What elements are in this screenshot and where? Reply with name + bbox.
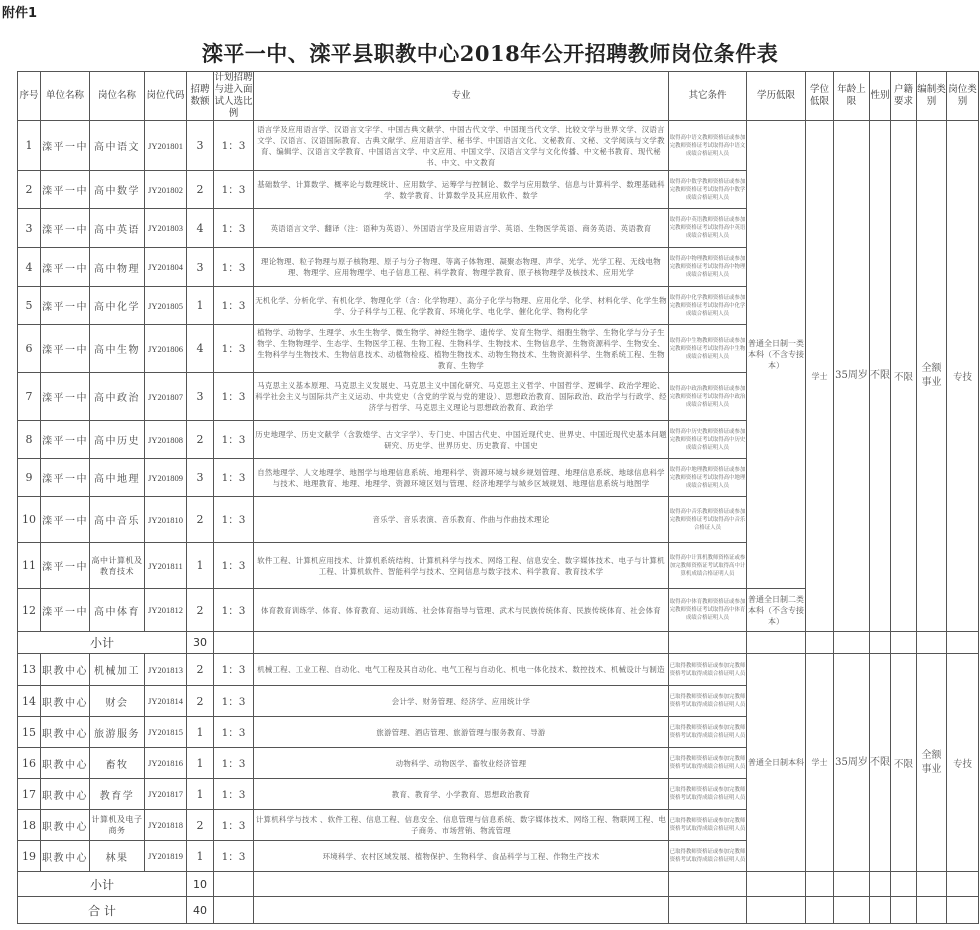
row-other-conditions: 取得高中体育教师资格证或参加完教师资格证考试取得高中体育成绩合格证明人员: [669, 589, 747, 632]
empty-cell: [669, 897, 747, 924]
row-position-code: JY201811: [145, 543, 187, 589]
row-position-name: 畜牧: [90, 748, 145, 779]
row-quota: 1: [187, 748, 214, 779]
empty-cell: [947, 897, 979, 924]
row-position-name: 高中语文: [90, 121, 145, 171]
subtotal-row: [18, 872, 979, 897]
row-unit: 职教中心: [41, 841, 90, 872]
row-ratio: 1：3: [214, 654, 254, 686]
empty-cell: [214, 897, 254, 924]
row-position-name: 高中数学: [90, 171, 145, 209]
row-major: 计算机科学与技术 、软件工程、信息工程、信息安全、信息管理与信息系统、数字媒体技术、网络工程、物联网工程、电子商务、市场营销、物流管理: [254, 810, 669, 841]
row-quota: 2: [187, 589, 214, 632]
row-position-code: JY201806: [145, 325, 187, 373]
education-requirement-b: 普通全日制二类本科（不含专接本）: [747, 589, 806, 632]
post-type: 专技: [947, 654, 979, 872]
row-unit: 滦平一中: [41, 209, 90, 248]
row-major: 环境科学、农村区域发展、植物保护、生物科学、食品科学与工程、作物生产技术: [254, 841, 669, 872]
row-ratio: 1：3: [214, 171, 254, 209]
row-position-name: 高中物理: [90, 248, 145, 287]
empty-cell: [891, 632, 917, 654]
row-quota: 2: [187, 171, 214, 209]
row-position-name: 高中政治: [90, 373, 145, 421]
row-ratio: 1：3: [214, 748, 254, 779]
row-ratio: 1：3: [214, 810, 254, 841]
row-major: 软件工程、计算机应用技术、计算机系统结构、计算机科学与技术、网络工程、信息安全、数字媒体技术、电子与计算机工程、计算机软件、智能科学与技术、空间信息与数字技术、科学教育、教育技术学: [254, 543, 669, 589]
row-position-name: 高中英语: [90, 209, 145, 248]
row-quota: 1: [187, 543, 214, 589]
row-seq: 11: [18, 543, 41, 589]
row-unit: 滦平一中: [41, 248, 90, 287]
row-seq: 15: [18, 717, 41, 748]
table-row: [18, 654, 979, 686]
header-staffing: 编制类别: [917, 72, 947, 121]
row-ratio: 1：3: [214, 497, 254, 543]
row-seq: 19: [18, 841, 41, 872]
row-other-conditions: 取得高中地理教师资格证或参加完教师资格证考试取得高中地理成绩合格证明人员: [669, 459, 747, 497]
row-position-name: 财会: [90, 686, 145, 717]
row-position-name: 林果: [90, 841, 145, 872]
row-major: 体育教育训练学、体育、体育教育、运动训练、社会体育指导与管理、武术与民族传统体育、民族传统体育、社会体育: [254, 589, 669, 632]
row-position-name: 高中计算机及教育技术: [90, 543, 145, 589]
row-major: 动物科学、动物医学、畜牧业经济管理: [254, 748, 669, 779]
row-ratio: 1：3: [214, 121, 254, 171]
row-other-conditions: 取得高中英语教师资格证或参加完教师资格证考试取得高中英语成绩合格证明人员: [669, 209, 747, 248]
total-row: [18, 897, 979, 924]
age-limit: 35周岁: [834, 121, 870, 632]
subtotal-value: 30: [187, 632, 214, 654]
header-major: 专业: [254, 72, 669, 121]
subtotal-label: 小计: [18, 632, 187, 654]
row-seq: 7: [18, 373, 41, 421]
total-label: 合 计: [18, 897, 187, 924]
row-other-conditions: 取得高中数学教师资格证或参加完教师资格证考试取得高中数学成绩合格证明人员: [669, 171, 747, 209]
hukou-requirement: 不限: [891, 654, 917, 872]
row-seq: 2: [18, 171, 41, 209]
staffing-type: 全额事业: [917, 654, 947, 872]
subtotal-label: 小计: [18, 872, 187, 897]
row-major: 基础数学、计算数学、概率论与数理统计、应用数学、运筹学与控制论、数学与应用数学、信息与计算科学、数理基础科学、数学教育、计算数学及其应用软件、数学: [254, 171, 669, 209]
row-position-code: JY201808: [145, 421, 187, 459]
row-seq: 13: [18, 654, 41, 686]
row-unit: 滦平一中: [41, 589, 90, 632]
row-major: 会计学、财务管理、经济学、应用统计学: [254, 686, 669, 717]
row-unit: 职教中心: [41, 686, 90, 717]
row-unit: 职教中心: [41, 810, 90, 841]
row-position-code: JY201810: [145, 497, 187, 543]
header-unit: 单位名称: [41, 72, 90, 121]
row-ratio: 1：3: [214, 841, 254, 872]
age-limit: 35周岁: [834, 654, 870, 872]
empty-cell: [891, 897, 917, 924]
row-seq: 4: [18, 248, 41, 287]
hukou-requirement: 不限: [891, 121, 917, 632]
row-unit: 职教中心: [41, 748, 90, 779]
row-position-name: 高中地理: [90, 459, 145, 497]
row-ratio: 1：3: [214, 373, 254, 421]
empty-cell: [891, 872, 917, 897]
row-quota: 4: [187, 325, 214, 373]
row-other-conditions: 取得高中计算机教师资格证或参加完教师资格证考试取得高中计算机成绩合格证明人员: [669, 543, 747, 589]
row-position-code: JY201802: [145, 171, 187, 209]
header-education: 学历低限: [747, 72, 806, 121]
row-other-conditions: 取得高中生物教师资格证或参加完教师资格证考试取得高中生物成绩合格证明人员: [669, 325, 747, 373]
row-position-name: 教育学: [90, 779, 145, 810]
row-other-conditions: 取得高中历史教师资格证或参加完教师资格证考试取得高中历史成绩合格证明人员: [669, 421, 747, 459]
row-seq: 12: [18, 589, 41, 632]
row-ratio: 1：3: [214, 287, 254, 325]
row-seq: 9: [18, 459, 41, 497]
degree-requirement: 学士: [806, 121, 834, 632]
empty-cell: [806, 897, 834, 924]
row-seq: 3: [18, 209, 41, 248]
row-position-code: JY201812: [145, 589, 187, 632]
header-position-name: 岗位名称: [90, 72, 145, 121]
empty-cell: [870, 632, 891, 654]
row-unit: 滦平一中: [41, 459, 90, 497]
row-position-code: JY201816: [145, 748, 187, 779]
row-major: 机械工程、工业工程、自动化、电气工程及其自动化、电气工程与自动化、机电一体化技术、数控技术、机械设计与制造: [254, 654, 669, 686]
empty-cell: [947, 632, 979, 654]
empty-cell: [254, 872, 669, 897]
empty-cell: [870, 872, 891, 897]
row-position-code: JY201815: [145, 717, 187, 748]
row-unit: 滦平一中: [41, 121, 90, 171]
row-quota: 1: [187, 779, 214, 810]
row-position-code: JY201813: [145, 654, 187, 686]
row-quota: 2: [187, 686, 214, 717]
header-seq: 序号: [18, 72, 41, 121]
empty-cell: [870, 897, 891, 924]
row-ratio: 1：3: [214, 248, 254, 287]
header-age: 年龄上限: [834, 72, 870, 121]
row-position-code: JY201809: [145, 459, 187, 497]
empty-cell: [834, 872, 870, 897]
row-position-name: 旅游服务: [90, 717, 145, 748]
row-seq: 18: [18, 810, 41, 841]
education-requirement: 普通全日制本科: [747, 654, 806, 872]
row-quota: 4: [187, 209, 214, 248]
row-quota: 3: [187, 248, 214, 287]
attachment-label: 附件1: [2, 6, 38, 21]
row-other-conditions: 已取得教师资格证或参加完教师资格考试取得成绩合格证明人员: [669, 810, 747, 841]
header-quota: 招聘数额: [187, 72, 214, 121]
empty-cell: [669, 632, 747, 654]
row-seq: 14: [18, 686, 41, 717]
row-position-code: JY201807: [145, 373, 187, 421]
row-position-name: 高中历史: [90, 421, 145, 459]
subtotal-value: 10: [187, 872, 214, 897]
row-unit: 职教中心: [41, 779, 90, 810]
row-major: 无机化学、分析化学、有机化学、物理化学（含：化学物理）、高分子化学与物理、应用化学、化学、材料化学、化学生物学、分子科学与工程、化学教育、环境化学、电化学、催化化学、物构化学: [254, 287, 669, 325]
gender-requirement: 不限: [870, 121, 891, 632]
header-row: [18, 72, 979, 121]
row-major: 旅游管理、酒店管理、旅游管理与服务教育、导游: [254, 717, 669, 748]
row-quota: 3: [187, 121, 214, 171]
post-type: 专技: [947, 121, 979, 632]
empty-cell: [834, 632, 870, 654]
row-ratio: 1：3: [214, 543, 254, 589]
staffing-type: 全额事业: [917, 121, 947, 632]
row-quota: 2: [187, 497, 214, 543]
empty-cell: [669, 872, 747, 897]
row-major: 历史地理学、历史文献学（含敦煌学、古文字学）、专门史、中国古代史、中国近现代史、世界史、中国近现代史基本问题研究、历史学、世界历史、历史教育、中国史: [254, 421, 669, 459]
row-other-conditions: 取得高中音乐教师资格证或参加完教师资格证考试取得高中音乐合格证人员: [669, 497, 747, 543]
row-other-conditions: 已取得教师资格证或参加完教师资格考试取得成绩合格证明人员: [669, 779, 747, 810]
row-quota: 2: [187, 421, 214, 459]
row-quota: 2: [187, 810, 214, 841]
row-unit: 滦平一中: [41, 543, 90, 589]
header-ratio: 计划招聘与进入面试人选比例: [214, 72, 253, 119]
empty-cell: [214, 632, 254, 654]
row-seq: 1: [18, 121, 41, 171]
row-major: 自然地理学、人文地理学、地图学与地理信息系统、地理科学、资源环境与城乡规划管理、地理信息系统、地球信息科学与技术、地理教育、地理、地理学、资源环境区划与管理、经济地理学与城乡区域规划、地理信息系统与地图学: [254, 459, 669, 497]
row-position-code: JY201818: [145, 810, 187, 841]
row-seq: 6: [18, 325, 41, 373]
row-position-name: 高中体育: [90, 589, 145, 632]
row-position-name: 高中音乐: [90, 497, 145, 543]
row-unit: 滦平一中: [41, 171, 90, 209]
row-position-code: JY201805: [145, 287, 187, 325]
row-ratio: 1：3: [214, 589, 254, 632]
row-ratio: 1：3: [214, 717, 254, 748]
row-other-conditions: 已取得教师资格证或参加完教师资格考试取得成绩合格证明人员: [669, 748, 747, 779]
total-value: 40: [187, 897, 214, 924]
row-quota: 1: [187, 841, 214, 872]
row-position-name: 计算机及电子商务: [90, 810, 145, 841]
row-major: 音乐学、音乐表演、音乐教育、作曲与作曲技术理论: [254, 497, 669, 543]
row-major: 语言学及应用语言学、汉语言文字学、中国古典文献学、中国古代文学、中国现当代文学、比较文学与世界文学、汉语言文学、汉语言、汉语国际教育、古典文献学、应用语言学、秘书学、中国语言文化、文秘教育、文秘、文学阅读与文学教育、编辑学、汉语言文学教育、中国语言文学、中文应用、中国文学、汉语言文学与文化传播、中文秘书教育、现代秘书、中文、中文教育: [254, 121, 669, 171]
header-gender: 性别: [870, 72, 891, 121]
row-unit: 滦平一中: [41, 287, 90, 325]
empty-cell: [917, 897, 947, 924]
row-position-name: 高中化学: [90, 287, 145, 325]
row-major: 教育、教育学、小学教育、思想政治教育: [254, 779, 669, 810]
row-ratio: 1：3: [214, 779, 254, 810]
row-other-conditions: 取得高中语文教师资格证或参加完教师资格证考试取得高中语文成绩合格证明人员: [669, 121, 747, 171]
row-position-code: JY201814: [145, 686, 187, 717]
row-major: 马克思主义基本原理、马克思主义发展史、马克思主义中国化研究、马克思主义哲学、中国哲学、逻辑学、政治学理论、科学社会主义与国际共产主义运动、中共党史（含党的学说与党的建设）、思想政治教育、国际政治、政治学与行政学、经济学与哲学、马克思主义理论与思想政治教育、政治学: [254, 373, 669, 421]
empty-cell: [806, 872, 834, 897]
row-quota: 2: [187, 654, 214, 686]
row-seq: 5: [18, 287, 41, 325]
header-degree: 学位低限: [806, 72, 834, 121]
row-ratio: 1：3: [214, 421, 254, 459]
row-quota: 1: [187, 287, 214, 325]
education-requirement: 普通全日制一类本科（不含专接本）: [747, 121, 806, 589]
row-quota: 3: [187, 373, 214, 421]
subtotal-row: [18, 632, 979, 654]
row-other-conditions: 取得高中化学教师资格证或参加完教师资格证考试取得高中化学成绩合格证明人员: [669, 287, 747, 325]
row-unit: 滦平一中: [41, 373, 90, 421]
empty-cell: [806, 632, 834, 654]
row-ratio: 1：3: [214, 686, 254, 717]
empty-cell: [947, 872, 979, 897]
empty-cell: [917, 632, 947, 654]
row-ratio: 1：3: [214, 209, 254, 248]
empty-cell: [254, 897, 669, 924]
row-unit: 职教中心: [41, 717, 90, 748]
row-position-code: JY201819: [145, 841, 187, 872]
document-title: 滦平一中、滦平县职教中心2018年公开招聘教师岗位条件表: [201, 41, 779, 66]
row-other-conditions: 已取得教师资格证或参加完教师资格考试取得成绩合格证明人员: [669, 686, 747, 717]
row-quota: 3: [187, 459, 214, 497]
row-position-name: 高中生物: [90, 325, 145, 373]
row-position-code: JY201803: [145, 209, 187, 248]
row-unit: 滦平一中: [41, 421, 90, 459]
row-position-code: JY201804: [145, 248, 187, 287]
header-post-type: 岗位类别: [947, 72, 979, 121]
row-seq: 17: [18, 779, 41, 810]
degree-requirement: 学士: [806, 654, 834, 872]
row-other-conditions: 已取得教师资格证或参加完教师资格考试取得成绩合格证明人员: [669, 717, 747, 748]
row-unit: 职教中心: [41, 654, 90, 686]
row-seq: 16: [18, 748, 41, 779]
empty-cell: [917, 872, 947, 897]
row-quota: 1: [187, 717, 214, 748]
row-other-conditions: 已取得教师资格证或参加完教师资格考试取得成绩合格证明人员: [669, 654, 747, 686]
header-other: 其它条件: [669, 72, 747, 121]
empty-cell: [747, 897, 806, 924]
recruitment-table: [17, 71, 979, 924]
row-seq: 8: [18, 421, 41, 459]
row-position-name: 机械加工: [90, 654, 145, 686]
row-position-code: JY201801: [145, 121, 187, 171]
row-unit: 滦平一中: [41, 497, 90, 543]
row-ratio: 1：3: [214, 325, 254, 373]
row-other-conditions: 已取得教师资格证或参加完教师资格考试取得成绩合格证明人员: [669, 841, 747, 872]
empty-cell: [214, 872, 254, 897]
table-row: [18, 121, 979, 171]
row-major: 植物学、动物学、生理学、水生生物学、微生物学、神经生物学、遗传学、发育生物学、细胞生物学、生物化学与分子生物学、生物物理学、生态学、生物医学工程、生物工程、生物科学、生物技术、生物信息学、生物资源科学、生物安全、生物科学与生物技术、生物信息技术、动植物检疫、植物生物技术、动物生物技术、生物资源科学、生物系统工程、生物教育、生物学: [254, 325, 669, 373]
row-other-conditions: 取得高中政治教师资格证或参加完教师资格证考试取得高中政治成绩合格证明人员: [669, 373, 747, 421]
gender-requirement: 不限: [870, 654, 891, 872]
row-ratio: 1：3: [214, 459, 254, 497]
row-major: 英语语言文学、翻译（注：语种为英语）、外国语言学及应用语言学、英语、生物医学英语、商务英语、英语教育: [254, 209, 669, 248]
empty-cell: [747, 872, 806, 897]
row-position-code: JY201817: [145, 779, 187, 810]
row-seq: 10: [18, 497, 41, 543]
row-other-conditions: 取得高中物理教师资格证或参加完教师资格证考试取得高中物理成绩合格证明人员: [669, 248, 747, 287]
empty-cell: [834, 897, 870, 924]
empty-cell: [254, 632, 669, 654]
row-unit: 滦平一中: [41, 325, 90, 373]
empty-cell: [747, 632, 806, 654]
header-hukou: 户籍要求: [891, 72, 917, 121]
row-major: 理论物理、粒子物理与原子核物理、原子与分子物理、等离子体物理、凝聚态物理、声学、光学、光学工程、无线电物理、物理学、应用物理学、电子信息工程、科学教育、物理学教育、原子核物理学及核技术、应用光学: [254, 248, 669, 287]
header-position-code: 岗位代码: [145, 72, 187, 121]
